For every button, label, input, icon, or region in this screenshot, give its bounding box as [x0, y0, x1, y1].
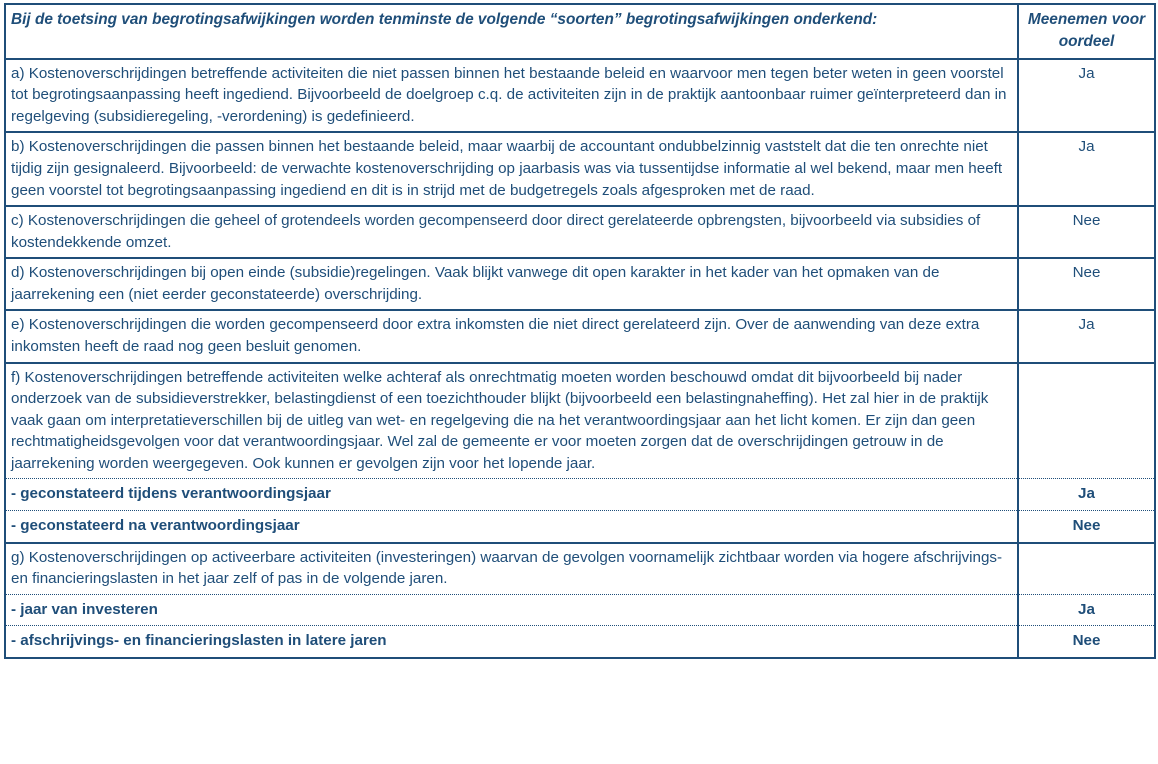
row-description-cell: a) Kostenoverschrijdingen betreffende activiteiten die niet passen binnen het bestaande beleid en waarvoor men tegen beter weten in geen voorstel tot begrotingsaanpassing heeft ingediend. Bijvoorbeeld de doelgroep c.q. de activiteiten zijn in de praktijk aantoonbaar ruimer geïnterpreteerd dan in regelgeving (subsidieregeling, -verordening) is gedefinieerd. [5, 59, 1018, 133]
row-answer-cell: Nee [1018, 206, 1155, 258]
table-row [5, 363, 1155, 479]
table-row [5, 511, 1155, 543]
table-row [5, 59, 1155, 133]
row-description-cell: f) Kostenoverschrijdingen betreffende activiteiten welke achteraf als onrechtmatig moeten worden beschouwd omdat dit bijvoorbeeld bij nader onderzoek van de subsidieverstrekker, belastingdienst of een toezichthouder blijkt (bijvoorbeeld een belastingnaheffing). Het zal hier in de praktijk vaak gaan om interpretatieverschillen bij de uitleg van wet- en regelgeving die na het verantwoordingsjaar aan het licht komen. Er zijn dan geen rechtmatigheidsgevolgen voor dat verantwoordingsjaar. Wel zal de gemeente er voor moeten zorgen dat de overschrijdingen getrouw in de jaarrekening worden weergegeven. Ook kunnen er gevolgen zijn voor het lopende jaar. [5, 363, 1018, 479]
table-row [5, 626, 1155, 658]
row-description-cell: c) Kostenoverschrijdingen die geheel of grotendeels worden gecompenseerd door direct gerelateerde opbrengsten, bijvoorbeeld via subsidies of kostendekkende omzet. [5, 206, 1018, 258]
header-cell-description: Bij de toetsing van begrotingsafwijkingen worden tenminste de volgende “soorten” begrotingsafwijkingen onderkend: [5, 4, 1018, 59]
row-description-cell: - geconstateerd tijdens verantwoordingsjaar [5, 479, 1018, 511]
table-row [5, 258, 1155, 310]
table-row [5, 206, 1155, 258]
row-description-cell: - geconstateerd na verantwoordingsjaar [5, 511, 1018, 543]
row-description-cell: - afschrijvings- en financieringslasten in latere jaren [5, 626, 1018, 658]
row-answer-cell [1018, 363, 1155, 479]
row-description-cell: b) Kostenoverschrijdingen die passen binnen het bestaande beleid, maar waarbij de accountant ondubbelzinnig vaststelt dat die ten onrechte niet tijdig zijn gesignaleerd. Bijvoorbeeld: de verwachte kostenoverschrijding op jaarbasis was via tussentijdse informatie al wel bekend, maar men heeft geen voorstel tot begrotingsaanpassing ingediend en dit is in strijd met de budgetregels zoals afgesproken met de raad. [5, 132, 1018, 206]
table-row [5, 543, 1155, 595]
row-description-cell: d) Kostenoverschrijdingen bij open einde (subsidie)regelingen. Vaak blijkt vanwege dit open karakter in het kader van het opmaken van de jaarrekening een (niet eerder geconstateerde) overschrijding. [5, 258, 1018, 310]
table-body [5, 4, 1155, 658]
table-header-row [5, 4, 1155, 59]
table-row [5, 479, 1155, 511]
row-answer-cell: Ja [1018, 594, 1155, 626]
row-description-cell: g) Kostenoverschrijdingen op activeerbare activiteiten (investeringen) waarvan de gevolgen voornamelijk zichtbaar worden via hogere afschrijvings- en financieringslasten in het jaar zelf of pas in de volgende jaren. [5, 543, 1018, 595]
row-answer-cell: Nee [1018, 511, 1155, 543]
row-answer-cell [1018, 543, 1155, 595]
row-answer-cell: Ja [1018, 132, 1155, 206]
header-cell-answer: Meenemen voor oordeel [1018, 4, 1155, 59]
row-answer-cell: Ja [1018, 59, 1155, 133]
criteria-table [4, 3, 1156, 659]
row-answer-cell: Ja [1018, 310, 1155, 362]
row-answer-cell: Ja [1018, 479, 1155, 511]
table-row [5, 310, 1155, 362]
row-description-cell: - jaar van investeren [5, 594, 1018, 626]
row-description-cell: e) Kostenoverschrijdingen die worden gecompenseerd door extra inkomsten die niet direct gerelateerd zijn. Over de aanwending van deze extra inkomsten heeft de raad nog geen besluit genomen. [5, 310, 1018, 362]
row-answer-cell: Nee [1018, 626, 1155, 658]
row-answer-cell: Nee [1018, 258, 1155, 310]
table-row [5, 132, 1155, 206]
table-row [5, 594, 1155, 626]
